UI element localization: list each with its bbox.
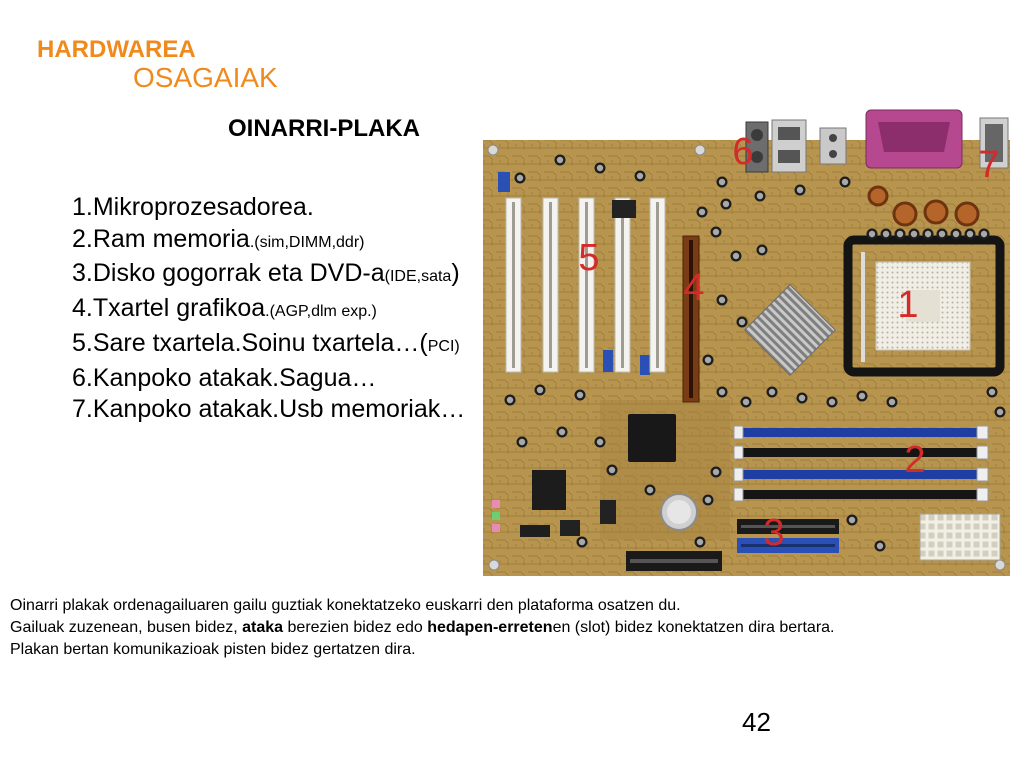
- capacitor: [577, 537, 588, 548]
- coil: [925, 201, 947, 223]
- list-item-note: .(AGP,dlm exp.): [265, 303, 377, 321]
- ide-connector-pins: [741, 525, 835, 528]
- section-title: HARDWAREA: [37, 36, 196, 63]
- capacitor-top: [579, 539, 585, 545]
- capacitor-top: [967, 231, 973, 237]
- list-item-text: 2.Ram memoria: [72, 224, 250, 253]
- capacitor: [703, 495, 714, 506]
- capacitor: [645, 485, 656, 496]
- agp-slot-groove: [689, 240, 693, 398]
- capacitor: [717, 295, 728, 306]
- board-label-1: 1: [897, 284, 919, 326]
- led: [492, 500, 500, 508]
- ram-slot: [742, 490, 978, 499]
- capacitor: [557, 427, 568, 438]
- capacitor-top: [557, 157, 563, 163]
- list-item-note: PCI): [427, 337, 460, 355]
- coil: [869, 187, 887, 205]
- ram-slot: [742, 470, 978, 479]
- coil: [894, 203, 916, 225]
- led: [492, 512, 500, 520]
- audio-port: [820, 128, 846, 164]
- capacitor-top: [889, 399, 895, 405]
- bios-chip: [600, 500, 616, 524]
- ram-clip: [977, 488, 988, 501]
- capacitor: [717, 177, 728, 188]
- motherboard-image: [478, 96, 1014, 580]
- capacitor: [887, 397, 898, 408]
- capacitor: [695, 537, 706, 548]
- board-label-7: 7: [978, 144, 1000, 186]
- capacitor: [951, 229, 962, 240]
- capacitor-top: [997, 409, 1003, 415]
- list-item-note: (IDE,sata: [384, 268, 452, 286]
- capacitor-top: [537, 387, 543, 393]
- board-label-2: 2: [904, 439, 926, 481]
- ram-clip: [734, 468, 743, 481]
- audio-jack: [829, 134, 837, 142]
- capacitor: [741, 397, 752, 408]
- socket-lever: [861, 252, 865, 362]
- description-emphasis: hedapen-erreten: [427, 619, 553, 636]
- capacitor-top: [559, 429, 565, 435]
- ide-connector-pins: [741, 544, 835, 547]
- list-item-text: 6.Kanpoko atakak.Sagua…: [72, 363, 377, 392]
- capacitor: [767, 387, 778, 398]
- capacitor: [840, 177, 851, 188]
- capacitor: [937, 229, 948, 240]
- capacitor-top: [647, 487, 653, 493]
- description-text: berezien bidez edo: [283, 619, 428, 636]
- ram-clip: [734, 426, 743, 439]
- capacitor: [965, 229, 976, 240]
- capacitor: [607, 465, 618, 476]
- capacitor: [755, 191, 766, 202]
- capacitor-top: [637, 173, 643, 179]
- capacitor: [923, 229, 934, 240]
- description-text: Gailuak zuzenean, busen bidez,: [10, 619, 243, 636]
- capacitor-top: [759, 247, 765, 253]
- capacitor: [875, 541, 886, 552]
- header-pins: [520, 525, 550, 537]
- jumper: [640, 355, 650, 375]
- ram-clip: [977, 426, 988, 439]
- audio-jack: [829, 150, 837, 158]
- description-line: [10, 617, 835, 639]
- capacitor-top: [597, 439, 603, 445]
- list-item-text: 4.Txartel grafikoa: [72, 294, 266, 323]
- capacitor-top: [897, 231, 903, 237]
- capacitor-top: [705, 497, 711, 503]
- capacitor: [555, 155, 566, 166]
- capacitor-top: [719, 297, 725, 303]
- capacitor: [717, 387, 728, 398]
- southbridge-chip: [628, 414, 676, 462]
- list-item-note: .(sim,DIMM,ddr): [249, 233, 365, 251]
- capacitor: [711, 467, 722, 478]
- list-item: [72, 394, 465, 426]
- capacitor-top: [719, 389, 725, 395]
- description-line: Oinarri plakak ordenagailuaren gailu guztiak konektatzeko euskarri den plataforma osatzen du.: [10, 597, 681, 614]
- capacitor-top: [757, 193, 763, 199]
- capacitor: [795, 185, 806, 196]
- capacitor-top: [911, 231, 917, 237]
- capacitor: [895, 229, 906, 240]
- capacitor-top: [953, 231, 959, 237]
- capacitor-top: [699, 209, 705, 215]
- capacitor-top: [577, 392, 583, 398]
- capacitor-top: [859, 393, 865, 399]
- list-item-tail: ): [451, 259, 460, 288]
- capacitor-top: [733, 253, 739, 259]
- pci-slot-groove: [549, 202, 552, 368]
- description-line: Plakan bertan komunikazioak pisten bidez gertatzen dira.: [10, 641, 416, 658]
- pci-slot-groove: [512, 202, 515, 368]
- jumper: [603, 350, 613, 372]
- description: [10, 595, 835, 661]
- list-item-text: 3.Disko gogorrak eta DVD-a: [72, 259, 385, 288]
- small-chip: [560, 520, 580, 536]
- capacitor-top: [519, 439, 525, 445]
- capacitor: [517, 437, 528, 448]
- list-item: [72, 293, 465, 328]
- component-list: [72, 192, 465, 426]
- ram-clip: [977, 446, 988, 459]
- capacitor: [697, 207, 708, 218]
- capacitor: [909, 229, 920, 240]
- capacitor: [881, 229, 892, 240]
- capacitor-top: [869, 231, 875, 237]
- capacitor: [995, 407, 1006, 418]
- capacitor: [595, 163, 606, 174]
- pci-slot-groove: [621, 202, 624, 368]
- ram-clip: [734, 446, 743, 459]
- capacitor: [535, 385, 546, 396]
- capacitor: [711, 227, 722, 238]
- small-chip: [612, 200, 636, 218]
- capacitor: [847, 515, 858, 526]
- capacitor: [575, 390, 586, 401]
- capacitor-top: [925, 231, 931, 237]
- capacitor-top: [939, 231, 945, 237]
- board-label-3: 3: [763, 512, 785, 554]
- list-item: [72, 328, 465, 363]
- capacitor: [595, 437, 606, 448]
- capacitor: [867, 229, 878, 240]
- capacitor-top: [697, 539, 703, 545]
- capacitor: [731, 251, 742, 262]
- capacitor-top: [609, 467, 615, 473]
- capacitor: [757, 245, 768, 256]
- cmos-battery-top: [667, 500, 691, 524]
- capacitor-top: [507, 397, 513, 403]
- capacitor-top: [743, 399, 749, 405]
- usb-socket: [778, 150, 800, 163]
- ram-clip: [734, 488, 743, 501]
- capacitor-top: [981, 231, 987, 237]
- capacitor-top: [597, 165, 603, 171]
- capacitor: [703, 355, 714, 366]
- capacitor: [827, 397, 838, 408]
- io-chip: [532, 470, 566, 510]
- ram-slot: [742, 448, 978, 457]
- capacitor-top: [739, 319, 745, 325]
- capacitor-top: [989, 389, 995, 395]
- coil: [956, 203, 978, 225]
- list-item: [72, 258, 465, 293]
- capacitor-top: [769, 389, 775, 395]
- list-item-text: 7.Kanpoko atakak.Usb memoriak…: [72, 395, 466, 424]
- list-item-text: 5.Sare txartela.Soinu txartela…(: [72, 328, 428, 357]
- pci-slot-groove: [585, 202, 588, 368]
- floppy-connector-pins: [630, 559, 718, 563]
- capacitor: [987, 387, 998, 398]
- led: [492, 524, 500, 532]
- capacitor: [737, 317, 748, 328]
- capacitor-top: [797, 187, 803, 193]
- capacitor: [857, 391, 868, 402]
- ram-clip: [977, 468, 988, 481]
- list-item: [72, 224, 465, 259]
- board-label-6: 6: [732, 131, 754, 173]
- capacitor-top: [877, 543, 883, 549]
- capacitor-top: [799, 395, 805, 401]
- capacitor: [505, 395, 516, 406]
- capacitor-top: [842, 179, 848, 185]
- capacitor-top: [883, 231, 889, 237]
- section-subtitle: OSAGAIAK: [133, 62, 278, 93]
- page-number: 42: [742, 707, 771, 737]
- description-emphasis: ataka: [242, 619, 284, 636]
- ram-slot: [742, 428, 978, 437]
- description-text: en (slot) bidez konektatzen dira bertara.: [552, 619, 835, 636]
- capacitor: [635, 171, 646, 182]
- board-label-5: 5: [578, 237, 600, 279]
- capacitor-top: [713, 229, 719, 235]
- capacitor-top: [719, 179, 725, 185]
- capacitor: [797, 393, 808, 404]
- atx-power-connector: [920, 514, 1000, 560]
- list-item: [72, 192, 465, 224]
- capacitor-top: [829, 399, 835, 405]
- board-label-4: 4: [683, 267, 705, 309]
- jumper: [498, 172, 510, 192]
- usb-socket: [778, 127, 800, 140]
- capacitor: [515, 173, 526, 184]
- capacitor: [979, 229, 990, 240]
- list-item: [72, 363, 465, 395]
- capacitor-top: [723, 201, 729, 207]
- capacitor-top: [849, 517, 855, 523]
- pci-slot-groove: [656, 202, 659, 368]
- slide-heading: OINARRI-PLAKA: [228, 115, 420, 142]
- capacitor-top: [705, 357, 711, 363]
- capacitor-top: [517, 175, 523, 181]
- capacitor-top: [713, 469, 719, 475]
- capacitor: [721, 199, 732, 210]
- parallel-port-socket: [878, 122, 950, 152]
- list-item-text: 1.Mikroprozesadorea.: [72, 193, 314, 221]
